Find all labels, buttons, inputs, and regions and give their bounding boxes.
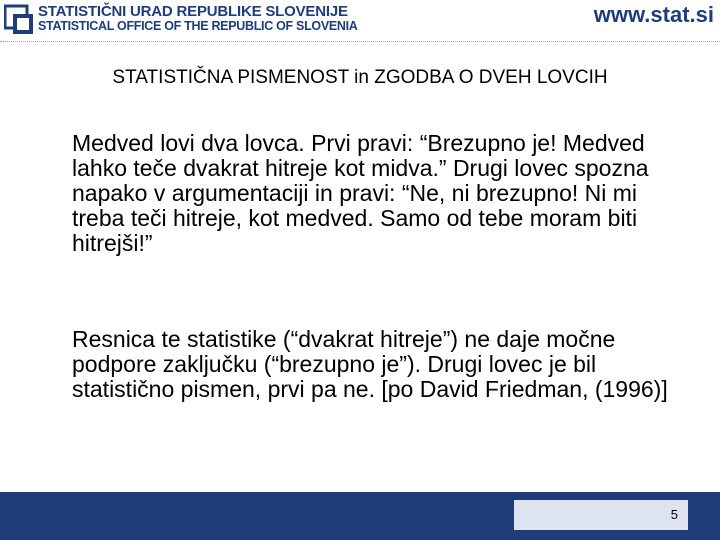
page-number: 5 — [670, 507, 678, 522]
slide-title: STATISTIČNA PISMENOST in ZGODBA O DVEH LOVCIH — [112, 67, 608, 88]
explanation-paragraph: Resnica te statistike (“dvakrat hitreje”) ne daje močne podpore zaključku (“brezupno je”). Drugi lovec je bil statistično pismen, prvi pa ne. [po David Friedman, (1996)] — [72, 326, 668, 402]
website-link[interactable]: www.stat.si — [593, 2, 714, 27]
header-divider — [0, 41, 720, 42]
organization-name-english: STATISTICAL OFFICE OF THE REPUBLIC OF SLOVENIA — [38, 19, 358, 33]
organization-name-slovene: STATISTIČNI URAD REPUBLIKE SLOVENIJE — [38, 3, 348, 20]
story-paragraph: Medved lovi dva lovca. Prvi pravi: “Brezupno je! Medved lahko teče dvakrat hitreje kot midva.” Drugi lovec spozna napako v argumentaciji in pravi: “Ne, ni brezupno! Ni mi treba teči hitreje, kot medved. Samo od tebe moram biti hitrejši!” — [72, 130, 649, 256]
page-number-box — [514, 500, 688, 530]
sors-logo-icon — [4, 2, 34, 36]
